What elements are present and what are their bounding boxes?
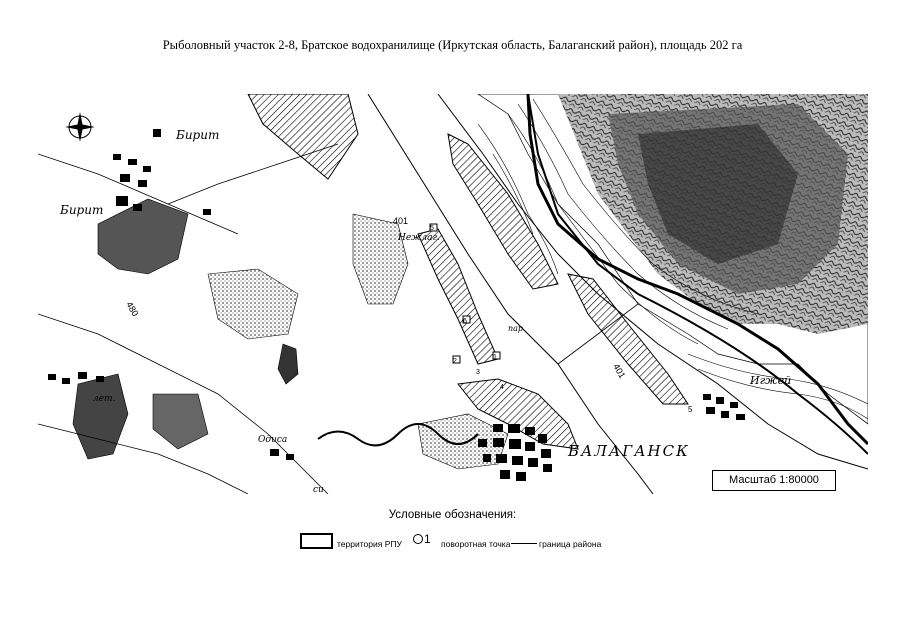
legend-point-label: поворотная точка <box>441 539 511 549</box>
place-birit-top: Бирит <box>176 128 220 142</box>
map[interactable] <box>38 94 868 494</box>
legend-point-number: 1 <box>424 532 431 546</box>
scale-label: Масштаб 1:80000 <box>712 470 836 491</box>
elevation-401-b: 401 <box>611 362 628 381</box>
point-number-1: 1 <box>493 354 497 361</box>
place-let: лет. <box>93 394 116 404</box>
legend-point-circle-icon <box>413 534 423 544</box>
place-par: пар. <box>508 324 526 333</box>
legend-territory-symbol <box>300 533 333 549</box>
point-number-5b: 5 <box>688 405 693 414</box>
legend-boundary-label: граница района <box>539 539 602 549</box>
place-nezhlag: Нежлаг. <box>398 233 440 243</box>
map-canvas <box>38 94 868 494</box>
place-birit-left: Бирит <box>60 203 104 217</box>
place-odisa: Одиса <box>258 435 288 445</box>
legend-title: Условные обозначения: <box>388 509 517 521</box>
legend-boundary-line <box>511 543 537 544</box>
point-number-6: 6 <box>463 318 467 325</box>
compass-rose-icon <box>65 112 95 142</box>
page-title: Рыболовный участок 2-8, Братское водохранилище (Иркутская область, Балаганский район), площадь 202 га <box>162 38 743 52</box>
elevation-480: 480 <box>124 300 141 319</box>
legend-territory-label: территория РПУ <box>337 539 402 549</box>
place-si: си <box>313 485 324 494</box>
point-number-2: 2 <box>453 358 457 365</box>
point-number-3: 3 <box>476 369 480 376</box>
point-number-5: 5 <box>430 225 434 232</box>
igzhei-village <box>703 394 745 420</box>
legend <box>300 531 720 553</box>
point-number-4: 4 <box>500 384 504 391</box>
place-balagansk: БАЛАГАНСК <box>568 442 690 460</box>
elevation-401-a: 401 <box>393 216 409 226</box>
place-igzhei: Игжей <box>750 374 792 387</box>
